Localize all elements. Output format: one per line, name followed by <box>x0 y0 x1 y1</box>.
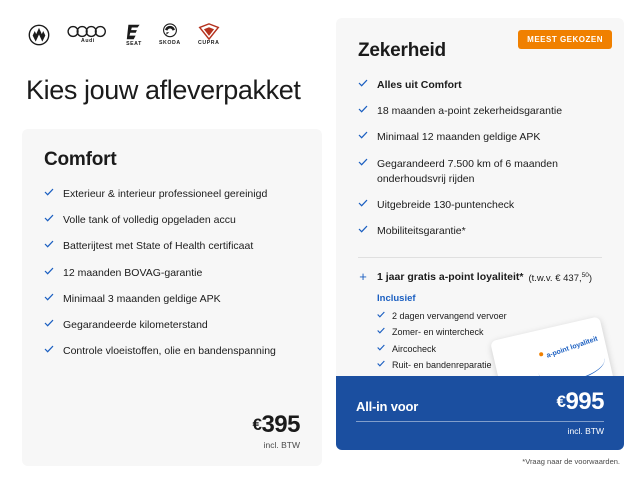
zekerheid-feature-list <box>358 78 602 251</box>
check-icon <box>358 79 368 93</box>
list-item-label: Minimaal 3 maanden geldige APK <box>63 292 221 305</box>
list-item <box>358 78 602 93</box>
list-item-label: Alles uit Comfort <box>377 79 462 91</box>
allin-price-value: 995 <box>565 387 604 415</box>
list-item <box>358 130 602 145</box>
comfort-title: Comfort <box>44 148 117 170</box>
loyalty-card-label: a-point loyaliteit <box>545 335 599 360</box>
list-item <box>44 318 300 333</box>
check-icon <box>44 267 54 281</box>
list-item-label: 18 maanden a-point zekerheidsgarantie <box>377 105 563 118</box>
skoda-label: SKODA <box>159 40 181 47</box>
right-column <box>336 18 624 466</box>
list-item-label: 2 dagen vervangend vervoer <box>392 310 507 321</box>
check-icon <box>377 311 385 324</box>
skoda-logo-icon <box>159 23 181 46</box>
cupra-label: CUPRA <box>198 40 220 47</box>
status-badge: MEEST GEKOZEN <box>518 30 612 49</box>
list-item-label: Gegarandeerde kilometerstand <box>63 319 208 332</box>
allin-top-row <box>356 387 604 415</box>
list-item-label: Aircocheck <box>392 343 437 354</box>
check-icon <box>44 240 54 254</box>
check-icon <box>358 199 368 213</box>
loyalty-row <box>358 270 602 284</box>
list-item-label: Batterijtest met State of Health certificaat <box>63 240 254 253</box>
check-icon <box>44 345 54 359</box>
check-icon <box>44 188 54 202</box>
allin-price-note: incl. BTW <box>567 425 604 436</box>
audi-logo-icon <box>67 25 109 44</box>
comfort-package-card[interactable] <box>22 129 322 466</box>
seat-logo-icon <box>126 23 142 47</box>
divider <box>356 421 604 422</box>
comfort-price <box>44 413 300 437</box>
list-item-label: 12 maanden BOVAG-garantie <box>63 266 203 279</box>
check-icon <box>377 327 385 340</box>
list-item <box>44 266 300 281</box>
comfort-price-value: 395 <box>261 411 300 438</box>
list-item <box>358 198 602 213</box>
list-item <box>44 213 300 228</box>
check-icon <box>44 214 54 228</box>
check-icon <box>44 319 54 333</box>
loyalty-text <box>377 271 592 283</box>
list-item-label: Volle tank of volledig opgeladen accu <box>63 214 236 227</box>
list-item-label: Exterieur & interieur professioneel gereinigd <box>63 187 268 200</box>
audi-label: Audi <box>81 38 95 45</box>
currency-symbol: € <box>556 391 566 411</box>
check-icon <box>44 293 54 307</box>
loyalty-value-cents: 50 <box>581 271 589 279</box>
check-icon <box>358 225 368 239</box>
list-item-label: Gegarandeerd 7.500 km of 6 maanden onderhoudsvrij rijden <box>377 157 558 185</box>
list-item-label: Ruit- en bandenreparatie <box>392 360 492 371</box>
list-item-label: Zomer- en wintercheck <box>392 327 484 338</box>
plus-icon: + <box>359 268 367 284</box>
list-item <box>358 157 602 187</box>
check-icon <box>358 131 368 145</box>
left-column <box>22 18 322 466</box>
brand-logo-bar <box>22 18 322 52</box>
loyalty-value-suffix: ) <box>588 272 593 284</box>
list-item <box>44 239 300 254</box>
loyalty-value-label <box>528 273 592 284</box>
page-title: Kies jouw afleverpakket <box>26 75 301 105</box>
list-item <box>44 292 300 307</box>
check-icon <box>377 344 385 357</box>
allin-price-bar <box>336 376 624 450</box>
list-item-label: Minimaal 12 maanden geldige APK <box>377 131 541 144</box>
loyalty-dot-icon <box>539 352 544 357</box>
list-item <box>358 104 602 119</box>
allin-label: All-in voor <box>356 398 419 414</box>
comfort-feature-list <box>44 187 300 371</box>
volkswagen-logo-icon <box>28 24 50 46</box>
divider <box>358 257 602 258</box>
check-icon <box>358 158 368 187</box>
list-item-label: Uitgebreide 130-puntencheck <box>377 199 515 212</box>
check-icon <box>377 360 385 373</box>
currency-symbol: € <box>252 415 262 434</box>
loyalty-value-prefix: (t.w.v. € 437, <box>528 272 582 284</box>
list-item <box>377 310 602 324</box>
zekerheid-package-card[interactable] <box>336 18 624 450</box>
comfort-price-note: incl. BTW <box>263 440 300 450</box>
zekerheid-title: Zekerheid <box>358 40 446 61</box>
footnote: *Vraag naar de voorwaarden. <box>522 457 620 466</box>
inclusief-label: Inclusief <box>377 292 416 304</box>
allin-price <box>556 387 604 415</box>
comfort-price-block <box>44 407 300 450</box>
loyalty-main-label: 1 jaar gratis a-point loyaliteit* <box>377 271 524 284</box>
seat-label: SEAT <box>126 40 142 47</box>
list-item-label: Controle vloeistoffen, olie en bandenspanning <box>63 345 276 358</box>
cupra-logo-icon <box>198 23 220 46</box>
list-item <box>44 187 300 202</box>
list-item-label: Mobiliteitsgarantie* <box>377 225 466 238</box>
check-icon <box>358 105 368 119</box>
list-item <box>358 224 602 239</box>
list-item <box>44 344 300 359</box>
